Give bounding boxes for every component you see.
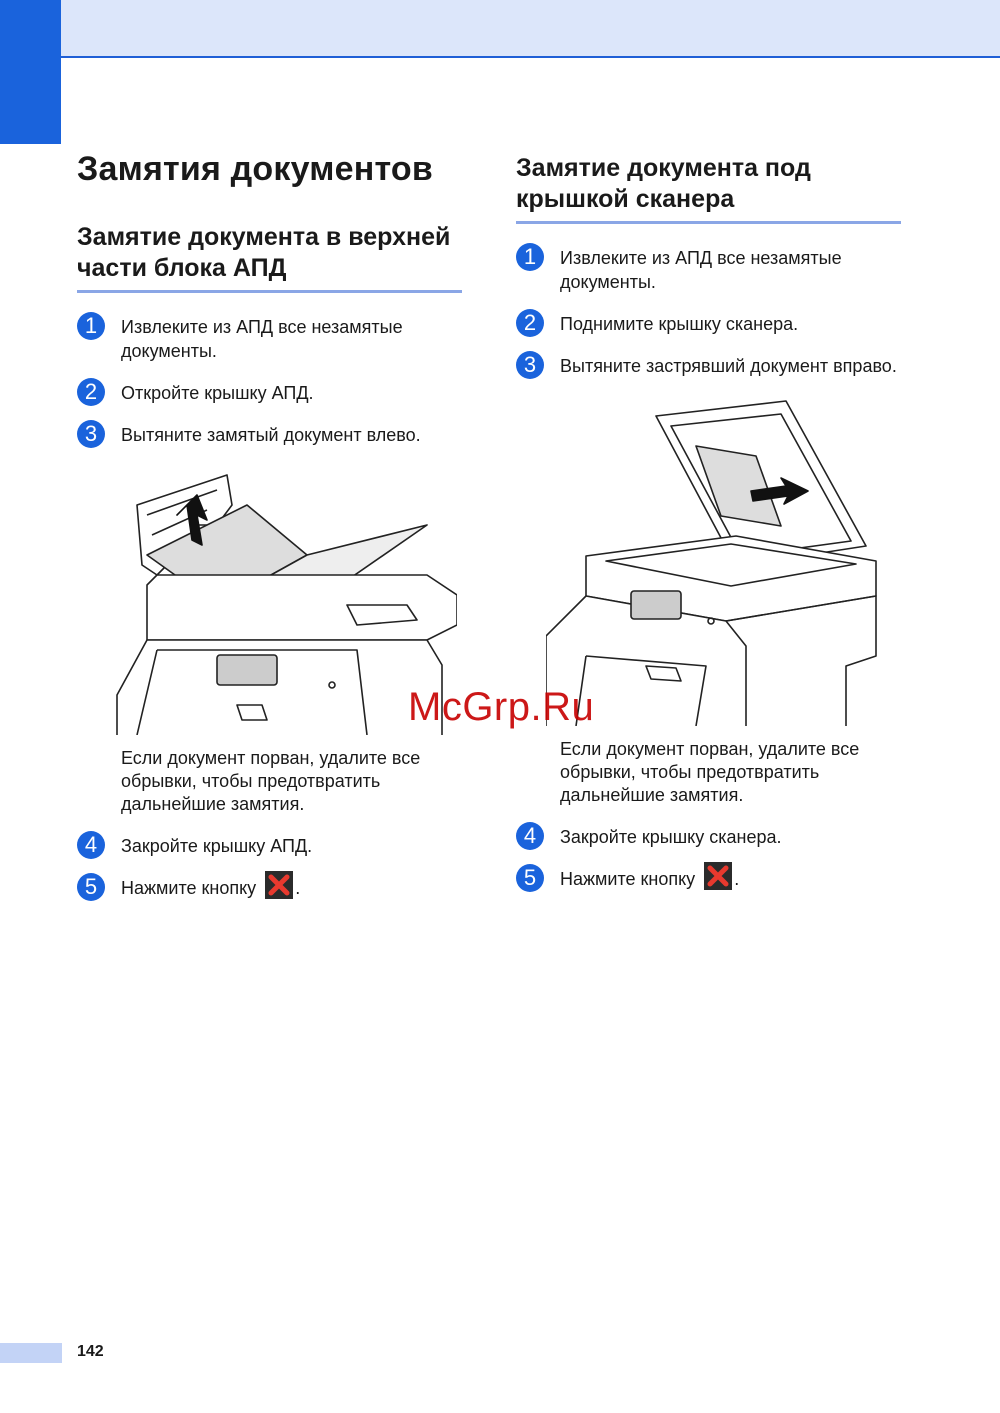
step-item (77, 834, 462, 858)
step-number-icon: 3 (77, 420, 105, 448)
step-number-icon: 5 (77, 873, 105, 901)
step-number-icon: 5 (516, 864, 544, 892)
step-list (516, 246, 901, 378)
step-note: Если документ порван, удалите все обрывки, чтобы предотвратить дальнейшие замятия. (560, 739, 860, 805)
step-text: Извлеките из АПД все незамятые документы. (121, 317, 403, 361)
section-adf-jam (77, 222, 462, 918)
step-note: Если документ порван, удалите все обрывки, чтобы предотвратить дальнейшие замятия. (121, 748, 421, 814)
adf-open-illustration (97, 465, 457, 735)
step-text: Вытяните застрявший документ вправо. (560, 356, 897, 376)
step-item (77, 423, 462, 447)
step-item (77, 876, 462, 900)
step-item (516, 867, 901, 891)
step-number-icon: 4 (516, 822, 544, 850)
step-number-icon: 3 (516, 351, 544, 379)
footer-band (0, 1343, 62, 1363)
section-scanner-jam (516, 153, 901, 909)
step-suffix: . (734, 869, 740, 889)
step-text: Нажмите кнопку (121, 878, 257, 898)
step-item (77, 315, 462, 363)
step-text: Нажмите кнопку (560, 869, 696, 889)
header-band (0, 0, 1000, 58)
step-text: Вытяните замятый документ влево. (121, 425, 421, 445)
step-number-icon: 4 (77, 831, 105, 859)
step-text: Поднимите крышку сканера. (560, 314, 799, 334)
section-title: Замятие документа в верхней части блока АПД (77, 222, 462, 293)
step-item (516, 246, 901, 294)
step-suffix: . (295, 878, 301, 898)
section-title: Замятие документа под крышкой сканера (516, 153, 901, 224)
step-list (77, 834, 462, 900)
step-list (77, 315, 462, 447)
step-number-icon: 2 (516, 309, 544, 337)
step-text: Откройте крышку АПД. (121, 383, 314, 403)
watermark: McGrp.Ru (408, 685, 595, 729)
step-number-icon: 2 (77, 378, 105, 406)
chapter-tab (0, 0, 61, 144)
step-item (516, 825, 901, 849)
cancel-x-icon (704, 862, 732, 890)
page-number: 142 (77, 1343, 104, 1360)
step-number-icon: 1 (516, 243, 544, 271)
step-text: Закройте крышку АПД. (121, 836, 313, 856)
cancel-x-icon (265, 871, 293, 899)
page-title: Замятия документов (77, 150, 433, 188)
step-item (516, 354, 901, 378)
step-text: Извлеките из АПД все незамятые документы. (560, 248, 842, 292)
step-list (516, 825, 901, 891)
scanner-open-illustration (546, 396, 886, 726)
step-number-icon: 1 (77, 312, 105, 340)
step-text: Закройте крышку сканера. (560, 827, 782, 847)
step-item (77, 381, 462, 405)
step-item (516, 312, 901, 336)
